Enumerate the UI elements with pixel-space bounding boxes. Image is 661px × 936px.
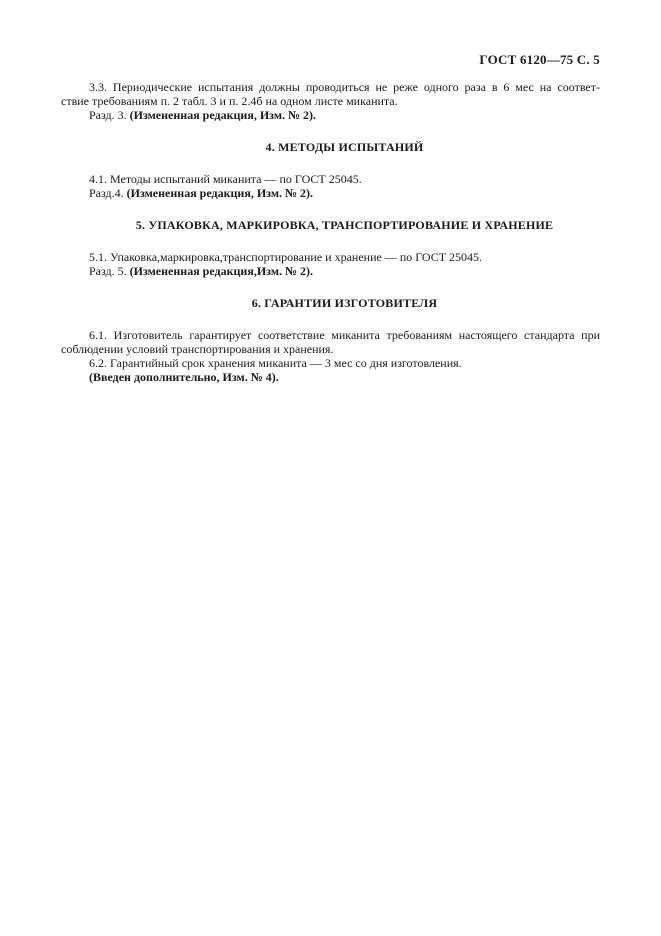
section-3-amendment-note — [89, 108, 600, 122]
section-4-heading: 4. МЕТОДЫ ИСПЫТАНИЙ — [265, 140, 424, 154]
amendment-text: (Измененная редакция, Изм. № 2). — [129, 108, 317, 122]
amendment-prefix: Разд. 5. — [89, 264, 130, 278]
amendment-prefix: Разд. 3. — [89, 108, 130, 122]
clause-6-1-line-1: 6.1. Изготовитель гарантирует соответствие миканита требованиям настоящего стандарта при — [89, 328, 600, 342]
clause-3-3 — [61, 80, 600, 108]
running-header: ГОСТ 6120—75 С. 5 — [479, 52, 600, 67]
clause-6-1 — [61, 328, 600, 356]
section-4-amendment-note — [89, 186, 600, 200]
section-5-heading: 5. УПАКОВКА, МАРКИРОВКА, ТРАНСПОРТИРОВАНИЕ И ХРАНЕНИЕ — [135, 218, 554, 232]
clause-3-3-line-2: ствие требованиям п. 2 табл. 3 и п. 2.4б на одном листе миканита. — [61, 94, 398, 108]
section-6-amendment-note — [89, 370, 600, 384]
amendment-text: (Введен дополнительно, Изм. № 4). — [89, 370, 279, 384]
section-5-amendment-note — [89, 264, 600, 278]
clause-6-2: 6.2. Гарантийный срок хранения миканита — 3 мес со дня изготовления. — [89, 356, 462, 370]
clause-6-1-line-2: соблюдении условий транспортирования и хранения. — [61, 342, 334, 356]
clause-5-1: 5.1. Упаковка,маркировка,транспортирование и хранение — по ГОСТ 25045. — [89, 250, 483, 264]
amendment-text: (Измененная редакция,Изм. № 2). — [129, 264, 314, 278]
document-body — [61, 80, 600, 384]
amendment-text: (Измененная редакция, Изм. № 2). — [126, 186, 314, 200]
section-6-heading: 6. ГАРАНТИИ ИЗГОТОВИТЕЛЯ — [251, 296, 438, 310]
clause-4-1: 4.1. Методы испытаний миканита — по ГОСТ 25045. — [89, 172, 362, 186]
amendment-prefix: Разд.4. — [89, 186, 127, 200]
clause-3-3-line-1: 3.3. Периодические испытания должны проводиться не реже одного раза в 6 мес на соответ- — [89, 80, 600, 94]
